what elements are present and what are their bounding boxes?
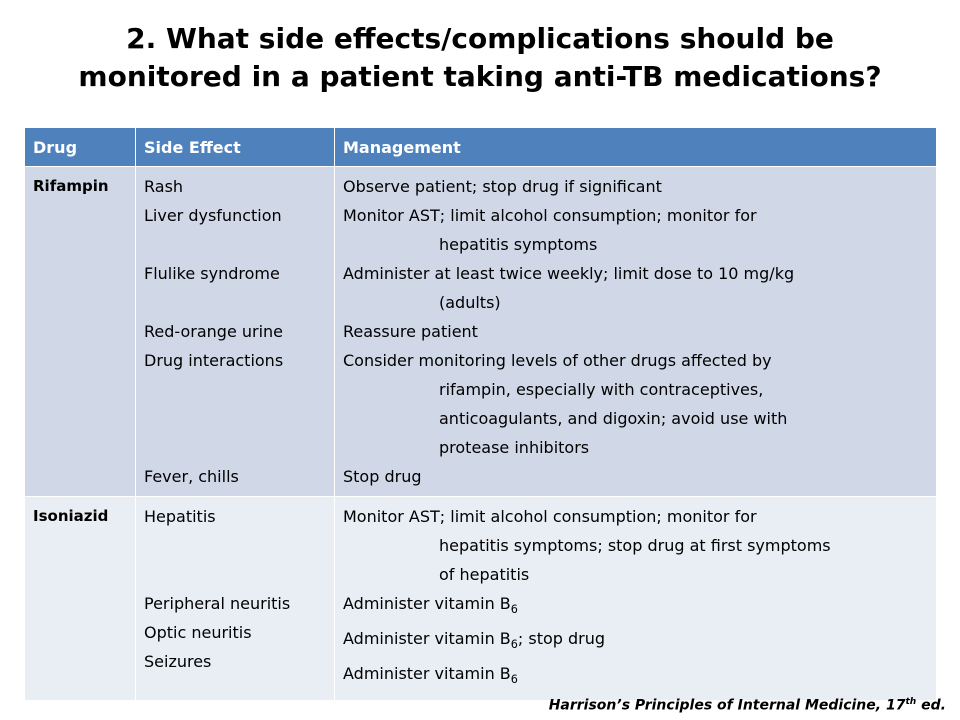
management-text: anticoagulants, and digoxin; avoid use with <box>439 409 788 428</box>
source-citation: Harrison’s Principles of Internal Medicine, 17th ed. <box>548 697 946 714</box>
management-text: Observe patient; stop drug if significant <box>343 177 662 196</box>
management-text: rifampin, especially with contraceptives, <box>439 380 764 399</box>
side-effect: Optic neuritis <box>144 623 252 642</box>
drug-cell: Rifampin <box>25 167 136 497</box>
page-title <box>0 20 960 96</box>
side-effect: Liver dysfunction <box>144 206 282 225</box>
side-effect: Red-orange urine <box>144 322 284 341</box>
management-text: Consider monitoring levels of other drugs affected by <box>343 351 772 370</box>
table-header-row <box>25 128 937 167</box>
side-effect: Fever, chills <box>144 467 239 486</box>
management-cell <box>335 497 937 701</box>
management-text: of hepatitis <box>439 565 530 584</box>
side-effect: Peripheral neuritis <box>144 594 291 613</box>
title-line-2: monitored in a patient taking anti-TB medications? <box>78 60 882 93</box>
header-management: Management <box>335 128 937 167</box>
side-effect: Drug interactions <box>144 351 284 370</box>
management-text: Monitor AST; limit alcohol consumption; monitor for <box>343 206 757 225</box>
management-text: hepatitis symptoms; stop drug at first symptoms <box>439 536 831 555</box>
management-text: Administer vitamin $B_6$; stop drug <box>343 629 606 652</box>
side-effect-cell <box>136 167 335 497</box>
table-row-rifampin <box>25 167 937 497</box>
management-text: protease inhibitors <box>439 438 590 457</box>
side-effect: Flulike syndrome <box>144 264 280 283</box>
title-line-1: 2. What side effects/complications should be <box>126 22 834 55</box>
side-effects-table <box>24 127 937 701</box>
drug-cell: Isoniazid <box>25 497 136 701</box>
management-text: Monitor AST; limit alcohol consumption; monitor for <box>343 507 757 526</box>
management-cell <box>335 167 937 497</box>
table-row-isoniazid <box>25 497 937 701</box>
management-text: Administer vitamin $B_6$ <box>343 664 518 687</box>
side-effect: Seizures <box>144 652 212 671</box>
management-text: Administer at least twice weekly; limit dose to 10 mg/kg <box>343 264 795 283</box>
header-side-effect: Side Effect <box>136 128 335 167</box>
management-text: Reassure patient <box>343 322 478 341</box>
header-drug: Drug <box>25 128 136 167</box>
management-text: hepatitis symptoms <box>439 235 598 254</box>
side-effect: Hepatitis <box>144 507 216 526</box>
management-text: Stop drug <box>343 467 422 486</box>
side-effect: Rash <box>144 177 184 196</box>
side-effect-cell <box>136 497 335 701</box>
management-text: (adults) <box>439 293 501 312</box>
management-text: Administer vitamin $B_6$ <box>343 594 518 617</box>
